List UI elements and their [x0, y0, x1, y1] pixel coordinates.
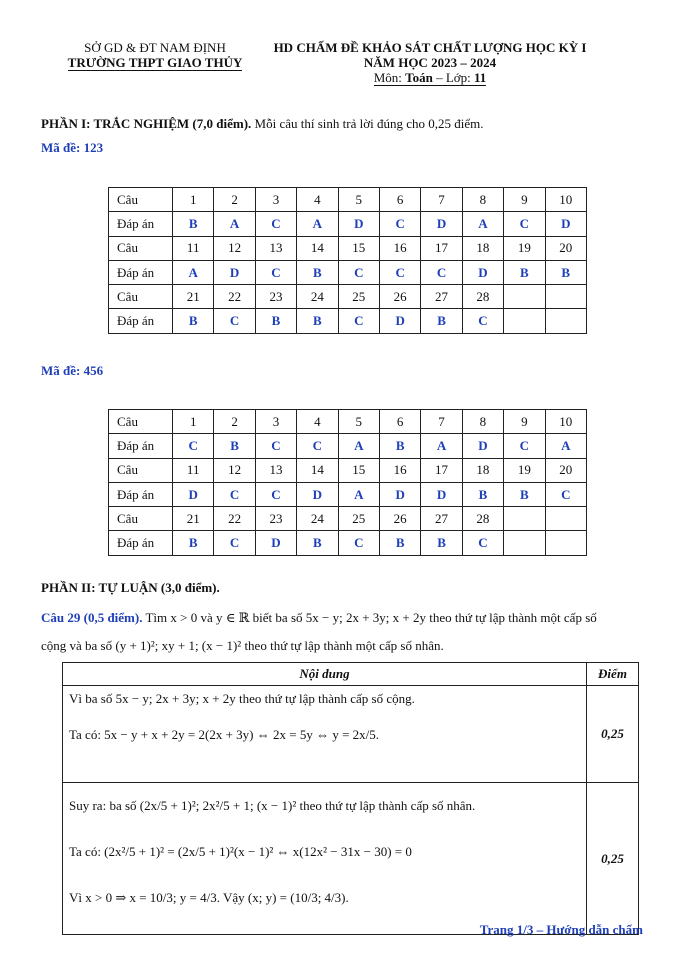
- question-number-cell: 8: [462, 188, 503, 212]
- question-number-cell: 20: [545, 236, 586, 260]
- answer-cell: B: [462, 482, 503, 506]
- question-number-cell: 1: [173, 188, 214, 212]
- answer-cell: C: [255, 260, 296, 284]
- answer-cell: A: [338, 434, 379, 458]
- question-number-cell: 26: [379, 285, 420, 309]
- question-number-cell: 27: [421, 507, 462, 531]
- answer-cell: C: [462, 309, 503, 333]
- question-number-cell: 18: [462, 458, 503, 482]
- answer-cell: A: [462, 212, 503, 236]
- answer-cell: C: [173, 434, 214, 458]
- question-text-continued: cộng và ba số (y + 1)²; xy + 1; (x − 1)² theo thứ tự lập thành một cấp số nhân.: [41, 638, 444, 653]
- exam-code-label: Mã đề: 456: [41, 363, 104, 378]
- question-number-cell: 21: [173, 285, 214, 309]
- question-number-cell: 25: [338, 285, 379, 309]
- answer-cell: C: [297, 434, 338, 458]
- question-number-cell: 17: [421, 236, 462, 260]
- row-points: 0,25: [587, 686, 639, 783]
- exam-code-label: Mã đề: 123: [41, 140, 104, 155]
- question-number-cell: 4: [297, 410, 338, 434]
- question-number-cell: 13: [255, 236, 296, 260]
- question-number-cell: 14: [297, 458, 338, 482]
- answer-cell: C: [255, 482, 296, 506]
- solution-line: Ta có: (2x²/5 + 1)² = (2x/5 + 1)²(x − 1)² ⇔ x(12x² − 31x − 30) = 0: [69, 844, 412, 859]
- question-number-cell: 9: [504, 188, 545, 212]
- question-number-cell: 4: [297, 188, 338, 212]
- answer-cell: B: [545, 260, 586, 284]
- question-number-cell: 22: [214, 507, 255, 531]
- header-school-block: [55, 40, 255, 71]
- points-column-header: Điểm: [587, 663, 639, 686]
- part2-heading: PHẦN II: TỰ LUẬN (3,0 điểm).: [41, 580, 220, 595]
- question-number-row: [109, 188, 587, 212]
- answer-cell: B: [379, 531, 420, 555]
- row-label: Đáp án: [109, 212, 173, 236]
- question-number-cell: 10: [545, 188, 586, 212]
- question-number-cell: 12: [214, 236, 255, 260]
- question-number-row: [109, 236, 587, 260]
- answer-cell: B: [297, 309, 338, 333]
- answer-cell: A: [214, 212, 255, 236]
- question-number-cell: 1: [173, 410, 214, 434]
- answer-cell: [504, 531, 545, 555]
- answer-cell: D: [173, 482, 214, 506]
- row-label: Câu: [109, 236, 173, 260]
- answer-row: [109, 212, 587, 236]
- answer-cell: [545, 531, 586, 555]
- answer-cell: B: [504, 482, 545, 506]
- part1-heading: PHẦN I: TRẮC NGHIỆM (7,0 điểm). Mỗi câu thí sinh trả lời đúng cho 0,25 điểm.: [41, 116, 484, 131]
- question-number-cell: 6: [379, 188, 420, 212]
- answer-cell: C: [338, 309, 379, 333]
- question-number-cell: 24: [297, 507, 338, 531]
- question-number-cell: 24: [297, 285, 338, 309]
- answer-cell: A: [421, 434, 462, 458]
- row-label: Đáp án: [109, 260, 173, 284]
- answer-cell: [545, 309, 586, 333]
- answer-row: [109, 434, 587, 458]
- question-number-cell: 11: [173, 236, 214, 260]
- answer-cell: D: [462, 434, 503, 458]
- row-label: Câu: [109, 458, 173, 482]
- question-number-cell: 6: [379, 410, 420, 434]
- solution-line: Suy ra: ba số (2x/5 + 1)²; 2x²/5 + 1; (x − 1)² theo thứ tự lập thành cấp số nhân.: [69, 798, 476, 813]
- question-number-cell: 3: [255, 188, 296, 212]
- row-label: Đáp án: [109, 531, 173, 555]
- answer-cell: D: [379, 482, 420, 506]
- question-number-cell: 8: [462, 410, 503, 434]
- page-footer: Trang 1/3 – Hướng dẫn chấm: [479, 922, 643, 937]
- solution-row: [63, 686, 639, 783]
- document-header: [0, 40, 686, 90]
- answer-cell: C: [214, 482, 255, 506]
- question-number-cell: 15: [338, 236, 379, 260]
- answer-cell: D: [545, 212, 586, 236]
- question-number-cell: [504, 285, 545, 309]
- question-number-cell: [545, 507, 586, 531]
- question-number-cell: 26: [379, 507, 420, 531]
- question-number-cell: 5: [338, 410, 379, 434]
- question-number-cell: 11: [173, 458, 214, 482]
- header-title-block: [255, 40, 605, 86]
- question-number-cell: 20: [545, 458, 586, 482]
- answer-cell: C: [214, 531, 255, 555]
- school-year: NĂM HỌC 2023 – 2024: [363, 55, 497, 70]
- row-label: Đáp án: [109, 434, 173, 458]
- answer-cell: A: [338, 482, 379, 506]
- answer-cell: C: [421, 260, 462, 284]
- answer-cell: D: [297, 482, 338, 506]
- answer-cell: C: [338, 531, 379, 555]
- question-number-cell: 28: [462, 285, 503, 309]
- answer-cell: B: [504, 260, 545, 284]
- row-label: Đáp án: [109, 482, 173, 506]
- part1-note: Mỗi câu thí sinh trả lời đúng cho 0,25 điểm.: [251, 116, 484, 131]
- answer-row: [109, 260, 587, 284]
- solution-content: [63, 686, 587, 783]
- answer-cell: [504, 309, 545, 333]
- answer-cell: C: [338, 260, 379, 284]
- question-number-cell: 23: [255, 507, 296, 531]
- question-number-cell: 5: [338, 188, 379, 212]
- solution-line: Vì x > 0 ⇒ x = 10/3; y = 4/3. Vậy (x; y) = (10/3; 4/3).: [69, 890, 349, 905]
- question-number-cell: 21: [173, 507, 214, 531]
- question-number-cell: 13: [255, 458, 296, 482]
- answer-cell: D: [421, 482, 462, 506]
- row-label: Đáp án: [109, 309, 173, 333]
- subject-line: Môn: Toán – Lớp: 11: [373, 70, 487, 85]
- answer-row: [109, 531, 587, 555]
- question-number-cell: 23: [255, 285, 296, 309]
- answer-table: [108, 187, 587, 334]
- question-number-cell: 22: [214, 285, 255, 309]
- question-number-cell: [504, 507, 545, 531]
- answer-cell: D: [214, 260, 255, 284]
- school-name: TRƯỜNG THPT GIAO THỦY: [67, 55, 243, 70]
- answer-cell: C: [504, 434, 545, 458]
- answer-cell: D: [462, 260, 503, 284]
- answer-cell: C: [214, 309, 255, 333]
- answer-cell: A: [297, 212, 338, 236]
- solution-line: Ta có: 5x − y + x + 2y = 2(2x + 3y) ⇔ 2x = 5y ⇔ y = 2x/5.: [69, 727, 380, 742]
- answer-cell: C: [379, 260, 420, 284]
- answer-cell: C: [504, 212, 545, 236]
- answer-cell: B: [297, 531, 338, 555]
- question-number-cell: 27: [421, 285, 462, 309]
- answer-cell: B: [214, 434, 255, 458]
- row-label: Câu: [109, 410, 173, 434]
- answer-cell: C: [545, 482, 586, 506]
- question-number-cell: 19: [504, 236, 545, 260]
- answer-cell: C: [462, 531, 503, 555]
- row-points: 0,25: [587, 783, 639, 935]
- answer-cell: B: [255, 309, 296, 333]
- answer-table: [108, 409, 587, 556]
- answer-cell: B: [421, 309, 462, 333]
- content-column-header: Nội dung: [63, 663, 587, 686]
- answer-cell: C: [255, 212, 296, 236]
- question-number-cell: 18: [462, 236, 503, 260]
- answer-cell: A: [545, 434, 586, 458]
- answer-cell: A: [173, 260, 214, 284]
- answer-cell: B: [421, 531, 462, 555]
- question-number-cell: 17: [421, 458, 462, 482]
- solution-table: [62, 662, 639, 935]
- answer-cell: D: [421, 212, 462, 236]
- question-label: Câu 29 (0,5 điểm).: [41, 610, 143, 625]
- question-number-cell: 15: [338, 458, 379, 482]
- solution-row: [63, 783, 639, 935]
- question-29: [41, 604, 651, 660]
- question-number-cell: 7: [421, 410, 462, 434]
- subject-name: Toán: [405, 70, 433, 85]
- row-label: Câu: [109, 188, 173, 212]
- question-number-cell: 2: [214, 188, 255, 212]
- row-label: Câu: [109, 285, 173, 309]
- answer-cell: B: [297, 260, 338, 284]
- question-number-cell: 12: [214, 458, 255, 482]
- solution-content: [63, 783, 587, 935]
- answer-cell: B: [173, 212, 214, 236]
- row-label: Câu: [109, 507, 173, 531]
- question-number-row: [109, 285, 587, 309]
- answer-cell: D: [338, 212, 379, 236]
- question-number-cell: 28: [462, 507, 503, 531]
- answer-cell: C: [379, 212, 420, 236]
- answer-cell: B: [173, 531, 214, 555]
- question-number-cell: 9: [504, 410, 545, 434]
- question-number-cell: 16: [379, 236, 420, 260]
- answer-cell: D: [379, 309, 420, 333]
- document-title: HD CHẤM ĐỀ KHẢO SÁT CHẤT LƯỢNG HỌC KỲ I: [273, 40, 587, 55]
- question-number-cell: 25: [338, 507, 379, 531]
- department-name: SỞ GD & ĐT NAM ĐỊNH: [84, 40, 226, 55]
- solution-line: Vì ba số 5x − y; 2x + 3y; x + 2y theo thứ tự lập thành cấp số cộng.: [69, 691, 415, 706]
- question-number-cell: 19: [504, 458, 545, 482]
- answer-cell: C: [255, 434, 296, 458]
- question-number-cell: 14: [297, 236, 338, 260]
- question-text: Tìm x > 0 và y ∈ ℝ biết ba số 5x − y; 2x + 3y; x + 2y theo thứ tự lập thành một cấp số: [142, 610, 597, 625]
- answer-cell: D: [255, 531, 296, 555]
- answer-row: [109, 482, 587, 506]
- question-number-cell: [545, 285, 586, 309]
- question-number-row: [109, 410, 587, 434]
- question-number-cell: 7: [421, 188, 462, 212]
- question-number-cell: 3: [255, 410, 296, 434]
- answer-row: [109, 309, 587, 333]
- question-number-cell: 2: [214, 410, 255, 434]
- grade-number: 11: [474, 70, 487, 85]
- question-number-row: [109, 458, 587, 482]
- answer-cell: B: [173, 309, 214, 333]
- question-number-row: [109, 507, 587, 531]
- question-number-cell: 16: [379, 458, 420, 482]
- question-number-cell: 10: [545, 410, 586, 434]
- answer-cell: B: [379, 434, 420, 458]
